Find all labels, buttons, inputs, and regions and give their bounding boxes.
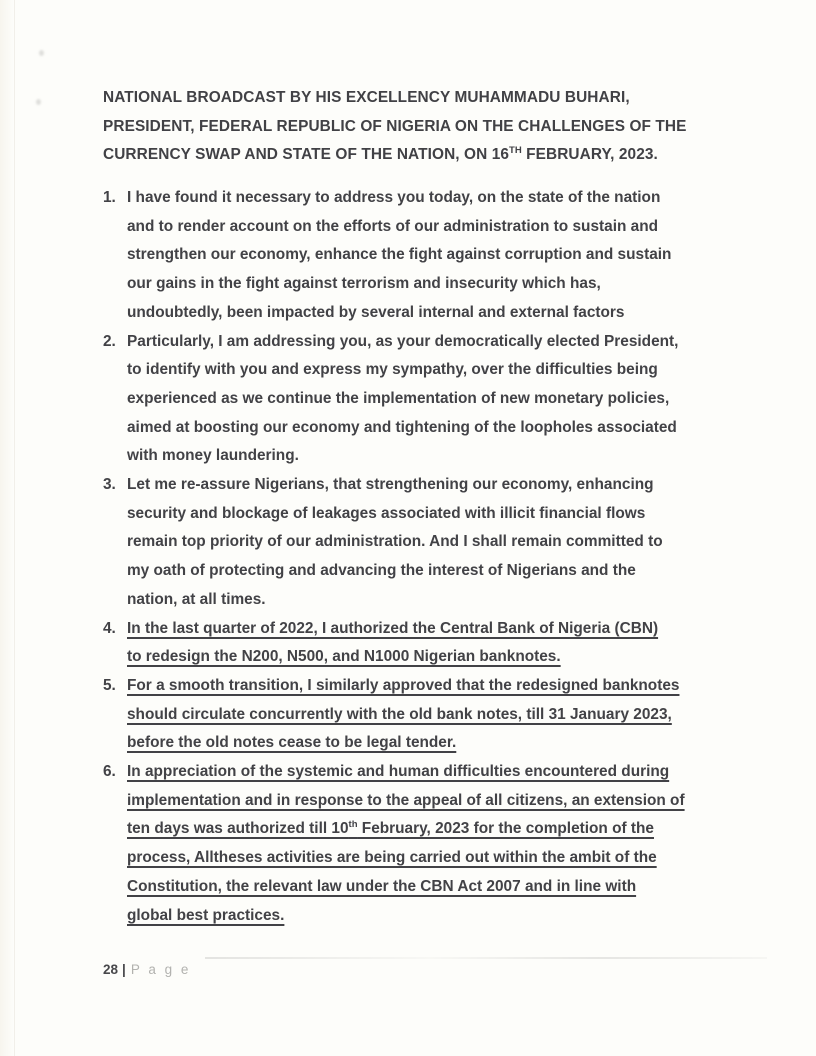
item-line: For a smooth transition, I similarly approved that the redesigned banknotes [127,676,680,694]
item-number: 2. [103,332,116,350]
item-line: our gains in the fight against terrorism and insecurity which has, [127,275,601,293]
item-text [127,328,759,472]
item-number: 1. [103,189,116,206]
page-number: 28 [103,962,119,977]
item-line: my oath of protecting and advancing the interest of Nigerians and the [127,562,636,580]
item-line: security and blockage of leakages associated with illicit financial flows [127,504,646,522]
item-text [127,758,759,930]
item-line: ten days was authorized till 10th February, 2023 for the completion of the [127,819,654,838]
title-line: PRESIDENT, FEDERAL REPUBLIC OF NIGERIA ON THE CHALLENGES OF THE [103,117,687,135]
item-line: global best practices. [127,906,285,924]
item-line: remain top priority of our administration. And I shall remain committed to [127,533,663,551]
page-footer [103,961,191,979]
item-line: I have found it necessary to address you today, on the state of the nation [127,189,661,206]
item-line: nation, at all times. [127,590,266,608]
item-line: In appreciation of the systemic and human difficulties encountered during [127,763,670,781]
item-line: process, Alltheses activities are being carried out within the ambit of the [127,849,657,867]
item-line: experienced as we continue the implementation of new monetary policies, [127,389,670,407]
title-line: CURRENCY SWAP AND STATE OF THE NATION, ON 16TH FEBRUARY, 2023. [103,145,658,164]
item-number: 5. [103,676,116,694]
document-title [103,84,765,170]
item-number: 3. [103,476,116,494]
scan-left-edge [0,0,15,1056]
numbered-list [103,184,759,930]
item-line: Particularly, I am addressing you, as your democratically elected President, [127,332,679,350]
list-item [103,758,759,930]
item-line: Constitution, the relevant law under the CBN Act 2007 and in line with [127,877,637,895]
item-text [127,184,759,328]
list-item [103,615,759,672]
item-line: with money laundering. [127,447,299,465]
footer-separator: | [122,962,126,977]
item-line: to redesign the N200, N500, and N1000 Nigerian banknotes. [127,648,561,666]
item-line: before the old notes cease to be legal tender. [127,734,457,752]
item-line: undoubtedly, been impacted by several internal and external factors [127,303,625,321]
item-line: Let me re-assure Nigerians, that strengthening our economy, enhancing [127,476,654,494]
item-text [127,471,759,615]
item-line: implementation and in response to the appeal of all citizens, an extension of [127,791,685,809]
list-item [103,184,759,328]
item-number: 6. [103,763,116,781]
item-text [127,615,759,672]
item-line: strengthen our economy, enhance the fight against corruption and sustain [127,246,672,264]
scan-artifact-line [205,957,767,959]
scan-speck [36,99,41,105]
list-item [103,471,759,615]
item-line: In the last quarter of 2022, I authorized the Central Bank of Nigeria (CBN) [127,619,659,637]
item-line: and to render account on the efforts of our administration to sustain and [127,217,659,235]
list-item [103,672,759,758]
scan-speck [39,50,44,56]
item-number: 4. [103,619,116,637]
list-item [103,328,759,472]
title-line: NATIONAL BROADCAST BY HIS EXCELLENCY MUHAMMADU BUHARI, [103,89,630,106]
footer-page-label: P a g e [130,962,191,977]
item-line: to identify with you and express my sympathy, over the difficulties being [127,361,658,379]
item-text [127,672,759,758]
item-line: aimed at boosting our economy and tightening of the loopholes associated [127,418,677,436]
item-line: should circulate concurrently with the old bank notes, till 31 January 2023, [127,705,672,723]
